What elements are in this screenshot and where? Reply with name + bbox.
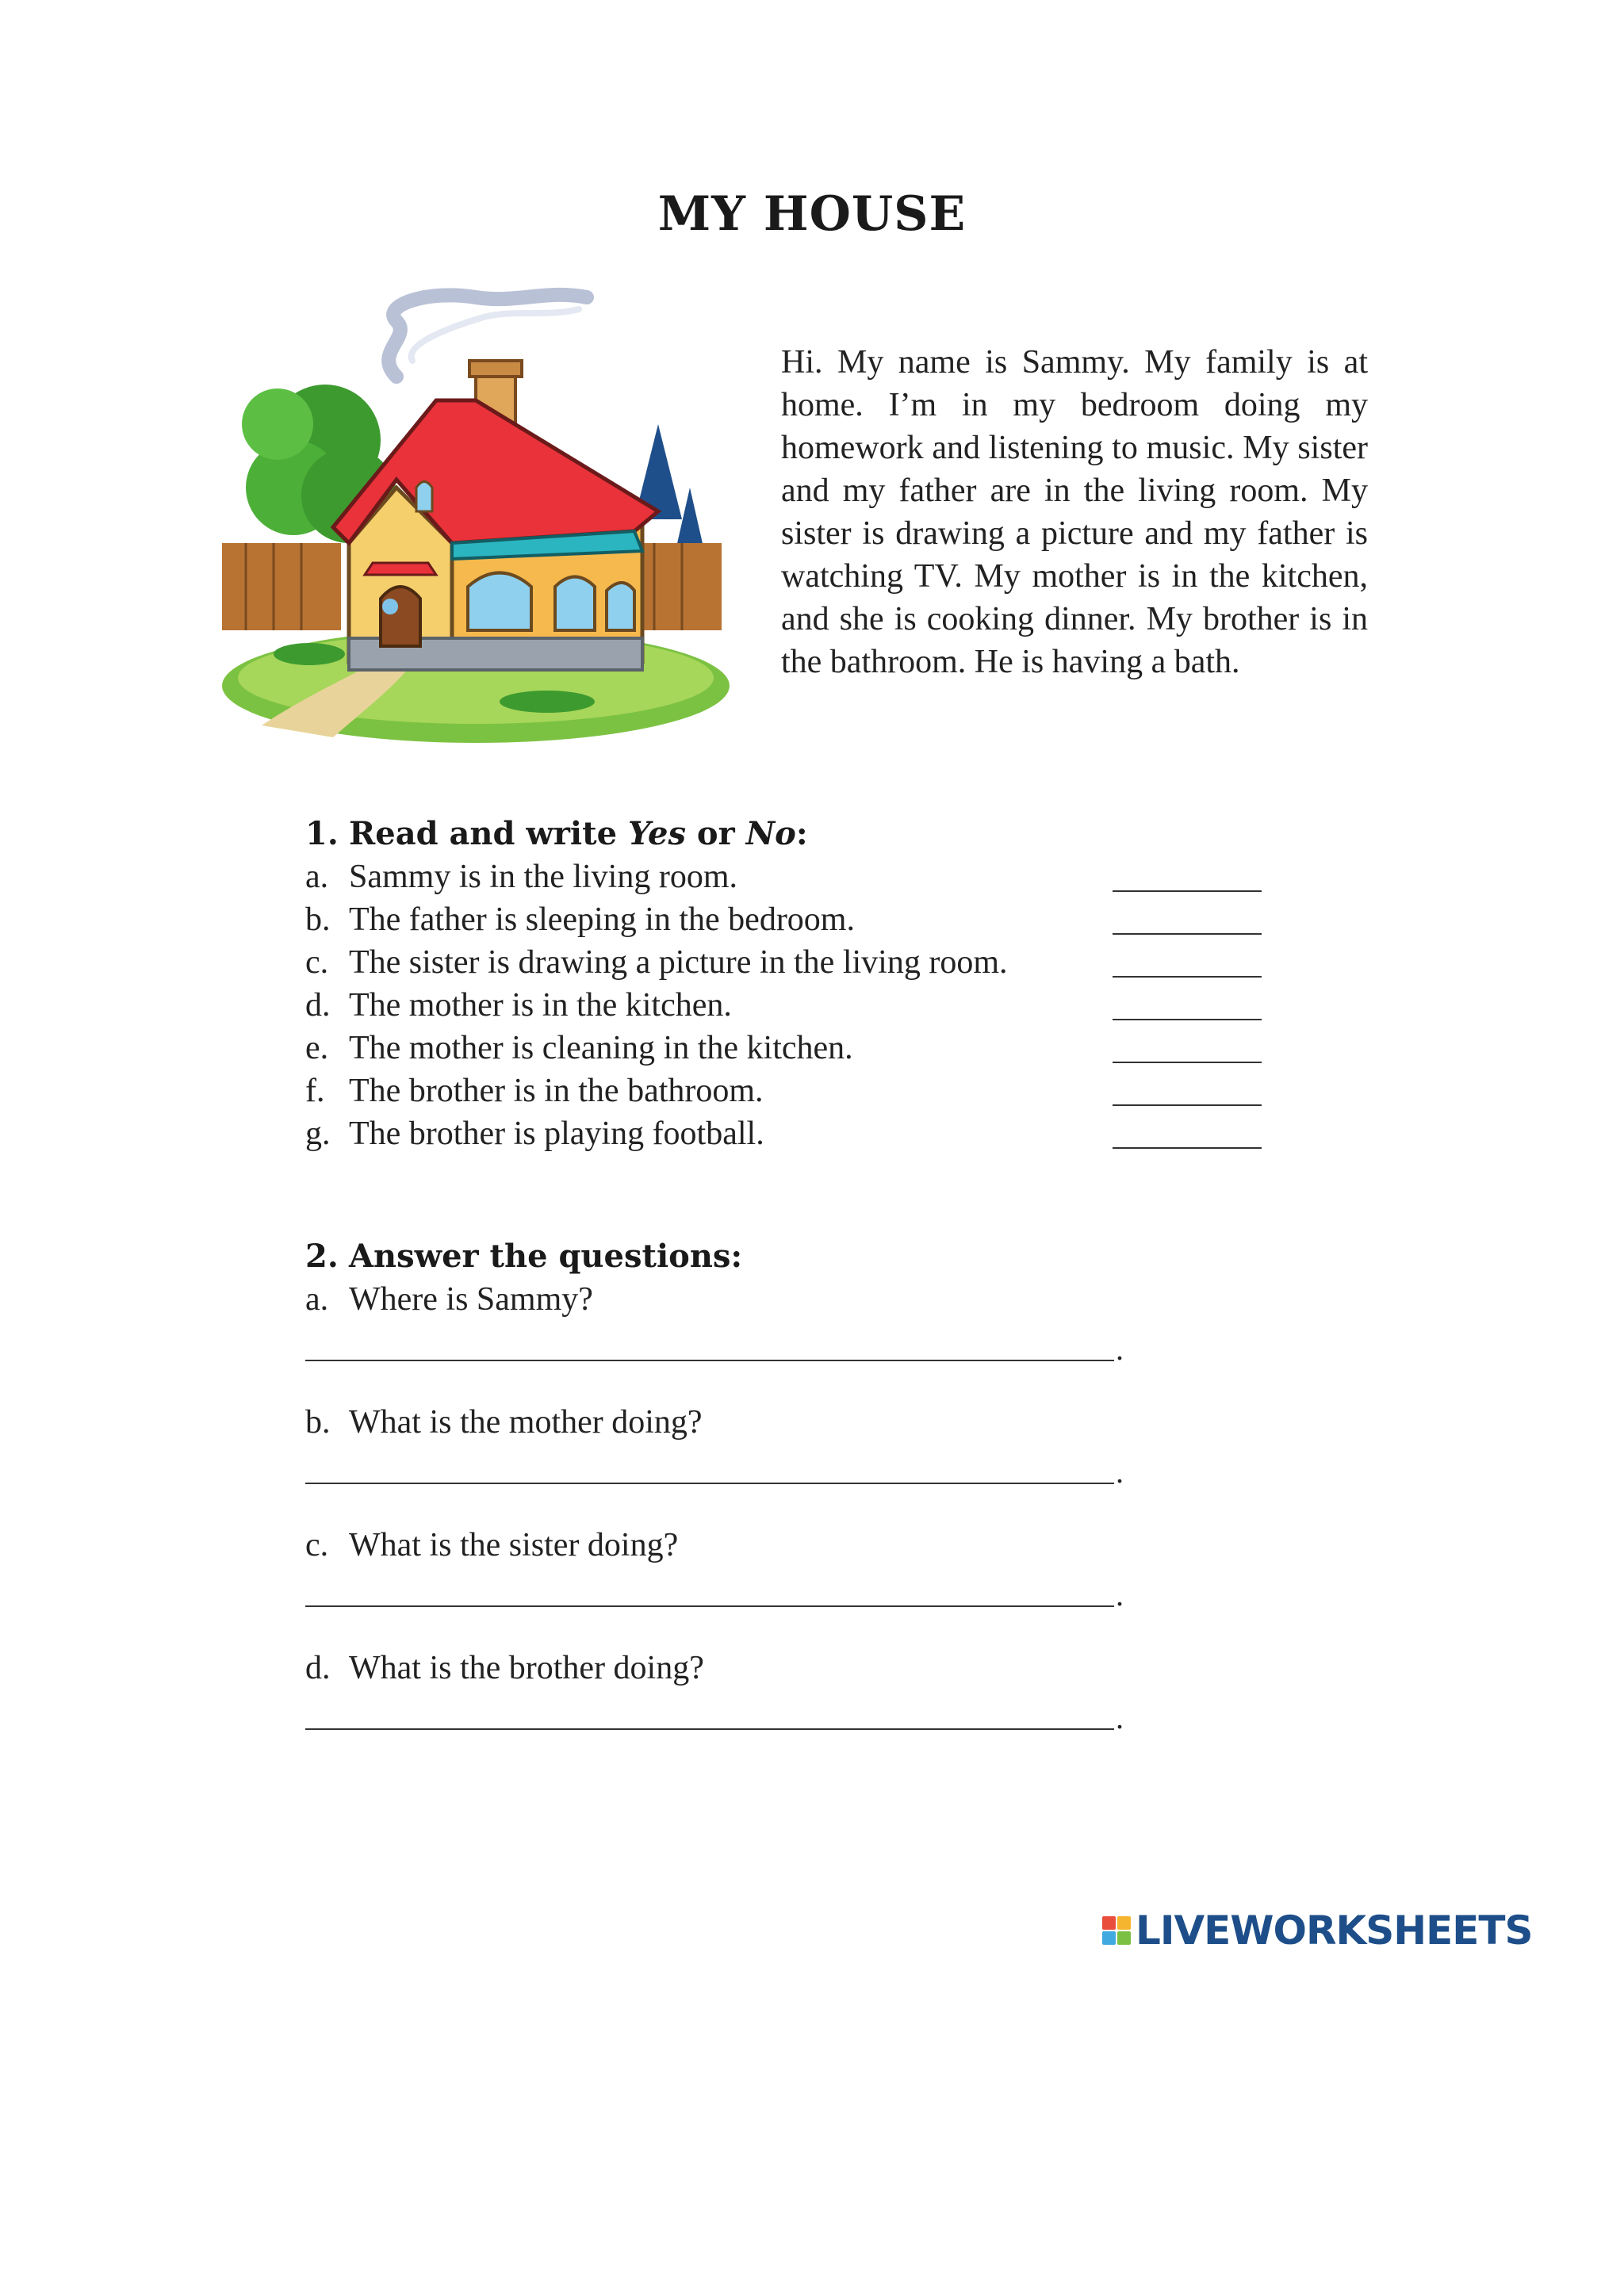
section-questions	[305, 1235, 1273, 1770]
yes-no-item	[305, 1070, 1273, 1112]
question-item	[305, 1401, 1273, 1524]
section-1-no: No	[745, 815, 796, 852]
item-statement: The brother is playing football.	[349, 1115, 764, 1152]
yes-no-item	[305, 1112, 1273, 1155]
question-letter: b.	[305, 1404, 331, 1441]
answer-end-mark: .	[1116, 1700, 1124, 1735]
item-statement: The mother is cleaning in the kitchen.	[349, 1030, 853, 1066]
item-statement: The sister is drawing a picture in the living room.	[349, 944, 1008, 981]
question-text: Where is Sammy?	[349, 1281, 593, 1318]
question-text: What is the brother doing?	[349, 1650, 704, 1686]
answer-blank[interactable]	[1113, 1019, 1262, 1020]
answer-line[interactable]	[305, 1483, 1114, 1484]
intro-paragraph: Hi. My name is Sammy. My family is at home. I’m in my bedroom doing my homework and listening to music. My sister and my father are in the living room. My sister is drawing a picture and my father is watching TV. My mother is in the kitchen, and she is cooking dinner. My brother is in the bathroom. He is having a bath.	[781, 344, 1368, 680]
house-illustration	[214, 281, 733, 749]
yes-no-item	[305, 855, 1273, 898]
question-letter: a.	[305, 1281, 329, 1318]
liveworksheets-logo	[1102, 1907, 1533, 1954]
section-1-number: 1.	[305, 815, 339, 852]
section-yes-no	[305, 813, 1273, 1155]
question-item	[305, 1647, 1273, 1770]
item-letter: c.	[305, 944, 329, 981]
section-2-number: 2.	[305, 1238, 339, 1275]
answer-blank[interactable]	[1113, 1104, 1262, 1106]
answer-blank[interactable]	[1113, 890, 1262, 892]
yes-no-item	[305, 1027, 1273, 1070]
item-statement: Sammy is in the living room.	[349, 859, 737, 895]
item-letter: d.	[305, 987, 331, 1024]
logo-square	[1102, 1931, 1116, 1945]
logo-square	[1102, 1916, 1116, 1930]
answer-blank[interactable]	[1113, 1062, 1262, 1063]
yes-no-item	[305, 941, 1273, 984]
answer-end-mark: .	[1116, 1454, 1124, 1490]
logo-text: LIVEWORKSHEETS	[1136, 1908, 1533, 1954]
page-title: MY HOUSE	[657, 186, 967, 242]
item-letter: b.	[305, 901, 331, 938]
logo-square	[1117, 1916, 1131, 1930]
answer-line[interactable]	[305, 1605, 1114, 1607]
answer-end-mark: .	[1116, 1331, 1124, 1367]
logo-mark-icon	[1102, 1916, 1131, 1945]
item-letter: a.	[305, 859, 329, 895]
question-letter: d.	[305, 1650, 331, 1686]
question-text: What is the mother doing?	[349, 1404, 703, 1441]
question-text: What is the sister doing?	[349, 1527, 679, 1563]
section-1-colon: :	[795, 815, 808, 852]
answer-line[interactable]	[305, 1360, 1114, 1361]
section-2-title-text: Answer the questions:	[349, 1238, 743, 1275]
answer-end-mark: .	[1116, 1577, 1124, 1613]
section-1-title	[305, 813, 1273, 855]
answer-blank[interactable]	[1113, 933, 1262, 935]
item-statement: The mother is in the kitchen.	[349, 987, 732, 1024]
item-statement: The father is sleeping in the bedroom.	[349, 901, 855, 938]
item-statement: The brother is in the bathroom.	[349, 1073, 764, 1109]
item-letter: e.	[305, 1030, 329, 1066]
item-letter: f.	[305, 1073, 325, 1109]
question-item	[305, 1278, 1273, 1401]
logo-square	[1117, 1931, 1131, 1945]
answer-blank[interactable]	[1113, 1147, 1262, 1149]
section-1-title-prefix: Read and write	[349, 815, 628, 852]
section-1-yes: Yes	[627, 815, 686, 852]
section-1-or: or	[686, 815, 746, 852]
yes-no-item	[305, 898, 1273, 941]
answer-blank[interactable]	[1113, 976, 1262, 978]
item-letter: g.	[305, 1115, 331, 1152]
yes-no-item	[305, 984, 1273, 1027]
answer-line[interactable]	[305, 1728, 1114, 1730]
question-letter: c.	[305, 1527, 329, 1563]
question-item	[305, 1524, 1273, 1647]
section-2-title	[305, 1235, 1273, 1278]
